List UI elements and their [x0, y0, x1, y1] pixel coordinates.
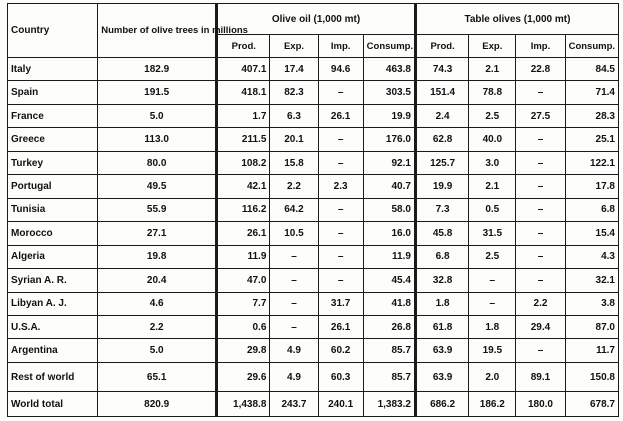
table-consump-cell: 84.5 [565, 58, 618, 81]
oil-exp-cell: – [270, 292, 318, 315]
oil-prod-cell: 29.6 [217, 362, 270, 392]
oil-consump-cell: 176.0 [363, 128, 415, 151]
country-cell: Spain [8, 81, 98, 104]
oil-exp-cell: 15.8 [270, 151, 318, 174]
oil-prod-cell: 42.1 [217, 175, 270, 198]
oil-consump-cell: 1,383.2 [363, 392, 415, 417]
trees-cell: 19.8 [98, 245, 217, 268]
oil-exp-cell: – [270, 269, 318, 292]
table-imp-cell: – [516, 245, 565, 268]
trees-cell: 49.5 [98, 175, 217, 198]
oil-prod-cell: 1,438.8 [217, 392, 270, 417]
table-imp-cell: 89.1 [516, 362, 565, 392]
table-exp-cell: 31.5 [469, 222, 516, 245]
trees-cell: 2.2 [98, 315, 217, 338]
country-cell: Portugal [8, 175, 98, 198]
table-imp-cell: – [516, 269, 565, 292]
trees-cell: 5.0 [98, 339, 217, 362]
table-prod-cell: 686.2 [415, 392, 468, 417]
country-cell: Syrian A. R. [8, 269, 98, 292]
header-row-groups [8, 4, 619, 35]
table-imp-cell: – [516, 222, 565, 245]
table-imp-cell: – [516, 151, 565, 174]
table-consump-cell: 28.3 [565, 104, 618, 127]
table-row [8, 175, 619, 198]
country-cell: Greece [8, 128, 98, 151]
oil-exp-cell: 82.3 [270, 81, 318, 104]
table-row [8, 245, 619, 268]
oil-imp-cell: 26.1 [318, 315, 363, 338]
table-row [8, 292, 619, 315]
table-prod-cell: 74.3 [415, 58, 468, 81]
oil-consump-cell: 40.7 [363, 175, 415, 198]
table-consump-cell: 32.1 [565, 269, 618, 292]
table-olives-header: Table olives (1,000 mt) [415, 4, 618, 35]
oil-consump-cell: 19.9 [363, 104, 415, 127]
oil-prod-cell: 29.8 [217, 339, 270, 362]
oil-imp-cell: – [318, 245, 363, 268]
table-consump-cell: 25.1 [565, 128, 618, 151]
table-imp-cell: 22.8 [516, 58, 565, 81]
table-consump-cell: 150.8 [565, 362, 618, 392]
oil-consump-cell: 92.1 [363, 151, 415, 174]
oil-exp-cell: 17.4 [270, 58, 318, 81]
country-cell: Morocco [8, 222, 98, 245]
table-imp-cell: 29.4 [516, 315, 565, 338]
table-prod-cell: 32.8 [415, 269, 468, 292]
oil-prod-cell: 116.2 [217, 198, 270, 221]
country-cell: Turkey [8, 151, 98, 174]
table-row [8, 81, 619, 104]
oil-prod-cell: 108.2 [217, 151, 270, 174]
table-imp-cell: 180.0 [516, 392, 565, 417]
table-imp-cell: – [516, 81, 565, 104]
table-row [8, 339, 619, 362]
oil-prod-cell: 407.1 [217, 58, 270, 81]
table-consump-cell: 4.3 [565, 245, 618, 268]
oil-consump-cell: 41.8 [363, 292, 415, 315]
table-consump-cell: 11.7 [565, 339, 618, 362]
table-consump-cell: 87.0 [565, 315, 618, 338]
table-prod-cell: 2.4 [415, 104, 468, 127]
table-imp-cell: – [516, 339, 565, 362]
oil-imp-header: Imp. [318, 35, 363, 58]
oil-exp-header: Exp. [270, 35, 318, 58]
oil-exp-cell: 20.1 [270, 128, 318, 151]
table-row [8, 198, 619, 221]
table-consump-cell: 6.8 [565, 198, 618, 221]
oil-prod-cell: 0.6 [217, 315, 270, 338]
table-consump-header: Consump. [565, 35, 618, 58]
table-exp-cell: 186.2 [469, 392, 516, 417]
trees-cell: 4.6 [98, 292, 217, 315]
country-cell: Rest of world [8, 362, 98, 392]
oil-consump-cell: 85.7 [363, 339, 415, 362]
trees-cell: 182.9 [98, 58, 217, 81]
table-prod-cell: 1.8 [415, 292, 468, 315]
table-prod-cell: 6.8 [415, 245, 468, 268]
table-exp-cell: – [469, 269, 516, 292]
oil-consump-cell: 26.8 [363, 315, 415, 338]
table-body [8, 58, 619, 417]
table-row [8, 362, 619, 392]
table-exp-cell: 19.5 [469, 339, 516, 362]
table-imp-header: Imp. [516, 35, 565, 58]
trees-cell: 820.9 [98, 392, 217, 417]
oil-imp-cell: 240.1 [318, 392, 363, 417]
oil-prod-cell: 26.1 [217, 222, 270, 245]
oil-exp-cell: – [270, 315, 318, 338]
country-cell: Libyan A. J. [8, 292, 98, 315]
oil-exp-cell: 64.2 [270, 198, 318, 221]
oil-consump-cell: 16.0 [363, 222, 415, 245]
table-imp-cell: – [516, 198, 565, 221]
oil-imp-cell: – [318, 128, 363, 151]
table-prod-cell: 45.8 [415, 222, 468, 245]
oil-consump-cell: 463.8 [363, 58, 415, 81]
table-row [8, 128, 619, 151]
trees-cell: 113.0 [98, 128, 217, 151]
oil-imp-cell: 60.3 [318, 362, 363, 392]
table-consump-cell: 3.8 [565, 292, 618, 315]
table-exp-cell: 40.0 [469, 128, 516, 151]
trees-cell: 80.0 [98, 151, 217, 174]
oil-prod-cell: 418.1 [217, 81, 270, 104]
table-row [8, 58, 619, 81]
table-row [8, 269, 619, 292]
table-prod-cell: 151.4 [415, 81, 468, 104]
table-row [8, 315, 619, 338]
table-consump-cell: 678.7 [565, 392, 618, 417]
oil-consump-cell: 58.0 [363, 198, 415, 221]
olive-production-table [7, 3, 619, 417]
trees-cell: 27.1 [98, 222, 217, 245]
table-exp-cell: 2.1 [469, 175, 516, 198]
table-prod-cell: 125.7 [415, 151, 468, 174]
oil-consump-cell: 45.4 [363, 269, 415, 292]
oil-imp-cell: 31.7 [318, 292, 363, 315]
table-row [8, 104, 619, 127]
country-cell: Italy [8, 58, 98, 81]
trees-cell: 20.4 [98, 269, 217, 292]
table-prod-cell: 62.8 [415, 128, 468, 151]
trees-cell: 55.9 [98, 198, 217, 221]
table-imp-cell: 27.5 [516, 104, 565, 127]
country-cell: Tunisia [8, 198, 98, 221]
table-row [8, 151, 619, 174]
table-exp-cell: 2.1 [469, 58, 516, 81]
oil-imp-cell: – [318, 81, 363, 104]
oil-exp-cell: 4.9 [270, 362, 318, 392]
trees-cell: 5.0 [98, 104, 217, 127]
oil-imp-cell: – [318, 151, 363, 174]
trees-header: Number of olive trees in millions [98, 4, 217, 58]
trees-cell: 65.1 [98, 362, 217, 392]
table-exp-cell: 3.0 [469, 151, 516, 174]
oil-consump-cell: 11.9 [363, 245, 415, 268]
country-cell: U.S.A. [8, 315, 98, 338]
oil-consump-cell: 85.7 [363, 362, 415, 392]
oil-exp-cell: 4.9 [270, 339, 318, 362]
table-consump-cell: 71.4 [565, 81, 618, 104]
oil-prod-cell: 7.7 [217, 292, 270, 315]
table-prod-cell: 63.9 [415, 339, 468, 362]
trees-cell: 191.5 [98, 81, 217, 104]
table-exp-cell: 2.5 [469, 104, 516, 127]
country-cell: Argentina [8, 339, 98, 362]
table-exp-cell: 1.8 [469, 315, 516, 338]
table-row [8, 222, 619, 245]
oil-prod-header: Prod. [217, 35, 270, 58]
oil-exp-cell: – [270, 245, 318, 268]
oil-imp-cell: 94.6 [318, 58, 363, 81]
table-exp-cell: 0.5 [469, 198, 516, 221]
oil-imp-cell: 2.3 [318, 175, 363, 198]
oil-exp-cell: 6.3 [270, 104, 318, 127]
oil-imp-cell: – [318, 269, 363, 292]
oil-exp-cell: 10.5 [270, 222, 318, 245]
table-row [8, 392, 619, 417]
olive-oil-header: Olive oil (1,000 mt) [217, 4, 416, 35]
oil-imp-cell: – [318, 222, 363, 245]
oil-prod-cell: 11.9 [217, 245, 270, 268]
country-header: Country [8, 4, 98, 58]
table-exp-cell: 78.8 [469, 81, 516, 104]
table-exp-cell: – [469, 292, 516, 315]
table-prod-cell: 7.3 [415, 198, 468, 221]
table-imp-cell: 2.2 [516, 292, 565, 315]
country-cell: France [8, 104, 98, 127]
table-exp-header: Exp. [469, 35, 516, 58]
table-consump-cell: 122.1 [565, 151, 618, 174]
oil-prod-cell: 47.0 [217, 269, 270, 292]
table-prod-cell: 63.9 [415, 362, 468, 392]
oil-prod-cell: 211.5 [217, 128, 270, 151]
oil-imp-cell: – [318, 198, 363, 221]
table-exp-cell: 2.5 [469, 245, 516, 268]
table-imp-cell: – [516, 128, 565, 151]
oil-prod-cell: 1.7 [217, 104, 270, 127]
table-prod-header: Prod. [415, 35, 468, 58]
oil-exp-cell: 243.7 [270, 392, 318, 417]
oil-consump-header: Consump. [363, 35, 415, 58]
table-imp-cell: – [516, 175, 565, 198]
oil-imp-cell: 26.1 [318, 104, 363, 127]
table-consump-cell: 17.8 [565, 175, 618, 198]
table-exp-cell: 2.0 [469, 362, 516, 392]
country-cell: Algeria [8, 245, 98, 268]
country-cell: World total [8, 392, 98, 417]
table-prod-cell: 61.8 [415, 315, 468, 338]
table-prod-cell: 19.9 [415, 175, 468, 198]
table-consump-cell: 15.4 [565, 222, 618, 245]
oil-imp-cell: 60.2 [318, 339, 363, 362]
oil-exp-cell: 2.2 [270, 175, 318, 198]
oil-consump-cell: 303.5 [363, 81, 415, 104]
